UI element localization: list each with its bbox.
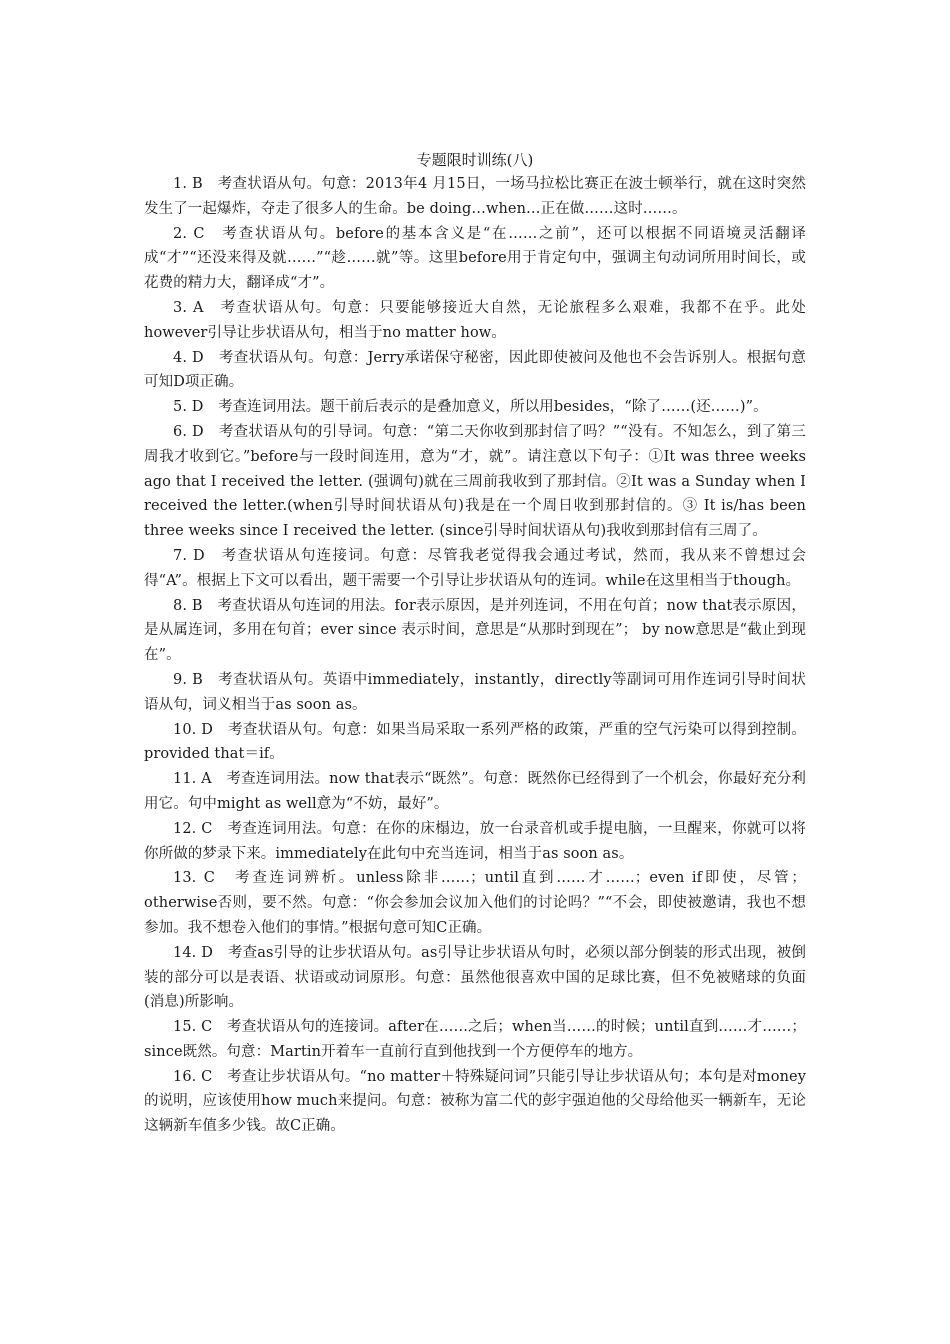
answer-item-2: 2. C 考查状语从句。before的基本含义是“在……之前”，还可以根据不同语境灵活翻译成“才”“还没来得及就……”“趁……就”等。这里before用于肯定句中，强调主句动词所用时间长，或花费的精力大，翻译成“才”。: [144, 225, 806, 292]
answer-item-11: 11. A 考查连词用法。now that表示“既然”。句意：既然你已经得到了一个机会，你最好充分利用它。句中might as well意为“不妨，最好”。: [144, 771, 806, 812]
answer-item-14: 14. D 考查as引导的让步状语从句。as引导让步状语从句时，必须以部分倒装的形式出现，被倒装的部分可以是表语、状语或动词原形。句意：虽然他很喜欢中国的足球比赛，但不免被赌球的负面(消息)所影响。: [144, 944, 806, 1011]
answer-item-4: 4. D 考查状语从句。句意：Jerry承诺保守秘密，因此即使被问及他也不会告诉别人。根据句意可知D项正确。: [144, 349, 806, 391]
page-title: 专题限时训练(八): [416, 151, 534, 169]
answer-item-16: 16. C 考查让步状语从句。“no matter＋特殊疑问词”只能引导让步状语从句；本句是对money的说明，应该使用how much来提问。句意：被称为富二代的彭宇强迫他的父母给他买一辆新车，无论这辆新车值多少钱。故C正确。: [144, 1068, 806, 1135]
answer-sheet: [144, 148, 806, 1139]
answer-item-13: 13. C 考查连词辨析。unless除非……；until直到……才……；even if即使，尽管；otherwise否则，要不然。句意：“你会参加会议加入他们的讨论吗？”“不会，即使被邀请，我也不想参加。我不想卷入他们的事情。”根据句意可知C正确。: [144, 870, 806, 936]
answer-item-3: 3. A 考查状语从句。句意：只要能够接近大自然，无论旅程多么艰难，我都不在乎。此处however引导让步状语从句，相当于no matter how。: [144, 299, 806, 341]
answer-item-1: 1. B 考查状语从句。句意：2013年4 月15日，一场马拉松比赛正在波士顿举行，就在这时突然发生了一起爆炸，夺走了很多人的生命。be doing…when…正在做……这时……。: [144, 176, 806, 217]
answer-item-12: 12. C 考查连词用法。句意：在你的床榻边，放一台录音机或手提电脑，一旦醒来，你就可以将你所做的梦录下来。immediately在此句中充当连词，相当于as soon as。: [144, 820, 806, 862]
answer-item-6: 6. D 考查状语从句的引导词。句意：“第二天你收到那封信了吗？”“没有。不知怎么，到了第三周我才收到它。”before与一段时间连用，意为“才，就”。请注意以下句子：①It was three weeks ago that I received the letter. (强调句)就在三周前我收到了那封信。②It was a Sunday when I received the letter.(when引导时间状语从句)我是在一个周日收到那封信的。③ It is/has been three weeks since I received the letter. (since引导时间状语从句)我收到那封信有三周了。: [144, 423, 806, 540]
answer-item-8: 8. B 考查状语从句连词的用法。for表示原因，是并列连词，不用在句首；now that表示原因，是从属连词，多用在句首；ever since 表示时间，意思是“从那时到现在”； by now意思是“截止到现在”。: [144, 597, 806, 664]
answer-item-7: 7. D 考查状语从句连接词。句意：尽管我老觉得我会通过考试，然而，我从来不曾想过会得“A”。根据上下文可以看出，题干需要一个引导让步状语从句的连词。while在这里相当于though。: [144, 547, 806, 589]
answer-item-9: 9. B 考查状语从句。英语中immediately，instantly，directly等副词可用作连词引导时间状语从句，词义相当于as soon as。: [144, 671, 806, 713]
answer-item-15: 15. C 考查状语从句的连接词。after在……之后；when当……的时候；until直到……才……；since既然。句意：Martin开着车一直前行直到他找到一个方便停车的地方。: [144, 1019, 806, 1060]
answer-item-10: 10. D 考查状语从句。句意：如果当局采取一系列严格的政策，严重的空气污染可以得到控制。provided that＝if。: [144, 721, 806, 763]
answer-item-5: 5. D 考查连词用法。题干前后表示的是叠加意义，所以用besides，“除了……(还……)”。: [173, 399, 768, 416]
